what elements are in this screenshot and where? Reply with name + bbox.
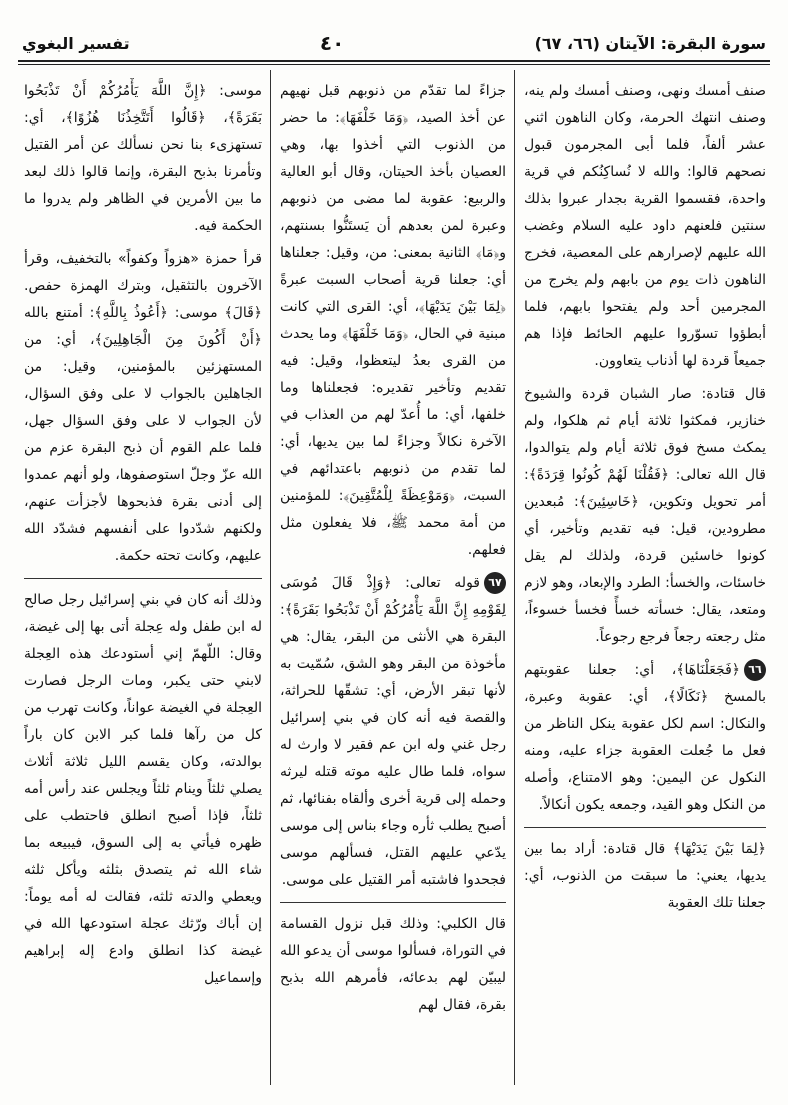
column-left (24, 78, 262, 1088)
paragraph: ﴿لِمَا بَيْنَ يَدَيْهَا﴾ قال قتادة: أراد بما بين يديها، يعني: ما سبقت من الذنوب، أي: جعلنا تلك العقوبة (524, 841, 766, 911)
column-divider (514, 70, 515, 1085)
paragraph (280, 570, 506, 894)
verse-number-badge: ٦٦ (744, 659, 766, 681)
paragraph (524, 657, 766, 819)
book-title: تفسير البغوي (22, 33, 130, 53)
paragraph: قال الكلبي: وذلك قبل نزول القسامة في التوراة، فسألوا موسى أن يدعو الله ليبيّن لهم بدعائه، فأمرهم الله بذبح بقرة، فقال لهم (280, 916, 506, 1013)
column-divider (270, 70, 271, 1085)
header-rule-thin (18, 64, 770, 65)
header-rule (18, 60, 770, 62)
paragraph: وذلك أنه كان في بني إسرائيل رجل صالح له ابن طفل وله عِجلة أتى بها إلى غيضة، وقال: اللّهمّ إني أستودعك هذه العِجلة لابني حتى يكبر، ومات الرجل فصارت العِجلة في الغيضة عواناً، وكانت تهرب من كل من رآها فلما كبر الابن كان باراً بوالدته، وكان يقسم الليل ثلاثة أثلاث يصلي ثلثاً وينام ثلثاً ويجلس عند رأس أمه ثلثاً، فإذا أصبح انطلق فاحتطب على ظهره فيأتي به إلى السوق، فيبيعه بما شاء الله ثم يتصدق بثلثه ويأكل ثلثه ويعطي والدته ثلثه، فقالت له أمه يوماً: إن أباك ورّثك عجلة استودعها الله في غيضة كذا انطلق وادع إله إبراهيم وإسماعيل (24, 592, 262, 986)
paragraph-text: ﴿فَجَعَلْنَاهَا﴾، أي: جعلنا عقوبتهم بالمسخ ﴿نَكَالًا﴾، أي: عقوبة وعبرة، والنكال: اسم لكل عقوبة ينكل الناظر من فعل ما جُعلت العقوبة جزاء عليه، ومنه النكول عن اليمين: وهو الامتناع، وأصله من النكل وهو القيد، وجمعه يكون أنكالاً. (524, 662, 766, 813)
page-header (22, 26, 766, 60)
column-right (524, 78, 766, 1088)
paragraph: جزاءً لما تقدّم من ذنوبهم قبل نهيهم عن أخذ الصيد، ﴿وَمَا خَلْفَهَا﴾: ما حضر من الذنوب التي أخذوا بها، وهي العصيان بأخذ الحيتان، وقال أبو العالية والربيع: عقوبة لما مضى من ذنوبهم وعبرة لمن بعدهم أن يَستَنُّوا بسنتهم، و﴿مَا﴾ الثانية بمعنى: من، وقيل: جعلناها أي: جعلنا قرية أصحاب السبت عبرةً ﴿لِمَا بَيْنَ يَدَيْهَا﴾، أي: القرى التي كانت مبنية في الحال، ﴿وَمَا خَلْفَهَا﴾ وما يحدث من القرى بعدُ ليتعظوا، وقيل: فيه تقديم وتأخير تقديره: فجعلناها وما خلفها، أي: ما أُعدّ لهم من العذاب في الآخرة نكالاً وجزاءً لما بين يديها، أي: لما تقدم من ذنوبهم باعتدائهم في السبت، ﴿وَمَوْعِظَةً لِلْمُتَّقِينَ﴾: للمؤمنين من أمة محمد ﷺ، فلا يفعلون مثل فعلهم. (280, 83, 506, 558)
paragraph: صنف أمسك ونهى، وصنف أمسك ولم ينه، وصنف انتهك الحرمة، وكان الناهون اثني عشر ألفاً، فلما أبى المجرمون قبول نصحهم قالوا: والله لا نُساكِنُكم في قرية واحدة، فقسموا القرية بجدار عبروا بذلك سنتين فلعنهم داود عليه السلام وغضب الله عليهم لإصرارهم على المعصية، فخرج الناهون ذات يوم من بابهم ولم يخرج من المجرمين أحد ولم يفتحوا بابهم، فلما أبطؤوا تسوّروا عليهم الحائط فإذا هم جميعاً قردة لها أذناب يتعاوون. (524, 83, 766, 369)
section-divider (524, 827, 766, 828)
paragraph: قرأ حمزة «هزواً وكفواً» بالتخفيف، وقرأ الآخرون بالتثقيل، وبترك الهمزة حفص. ﴿قَالَ﴾ موسى: ﴿أَعُوذُ بِاللَّهِ﴾: أمتنع بالله ﴿أَنْ أَكُونَ مِنَ الْجَاهِلِينَ﴾، أي: من المستهزئين بالمؤمنين، وقيل: من الجاهلين بالجواب لا على وفق السؤال، لأن الجواب لا على وفق السؤال جهل، فلما علم القوم أن ذبح البقرة عزم من الله عزّ وجلّ استوصفوها، ولو أنهم عمدوا إلى أدنى بقرة فذبحوها لأجزأت عنهم، ولكنهم شدّدوا على أنفسهم فشدّد الله عليهم، وكانت تحته حكمة. (24, 251, 262, 564)
paragraph: موسى: ﴿إِنَّ اللَّهَ يَأْمُرُكُمْ أَنْ تَذْبَحُوا بَقَرَةً﴾، ﴿قَالُوا أَتَتَّخِذُنَا هُزُوًا﴾، أي: تستهزىء بنا نحن نسألك عن أمر القتيل وتأمرنا بذبح البقرة، وإنما قالوا ذلك لبعد ما بين الأمرين في الظاهر ولم يدروا ما الحكمة فيه. (24, 83, 262, 234)
section-divider (280, 902, 506, 903)
column-middle (280, 78, 506, 1088)
section-divider (24, 578, 262, 579)
paragraph: قال قتادة: صار الشبان قردة والشيوخ خنازير، فمكثوا ثلاثة أيام ثم هلكوا، ولم يمكث مسخ فوق ثلاثة أيام ولم يتوالدوا، قال الله تعالى: ﴿فَقُلْنَا لَهُمْ كُونُوا قِرَدَةً﴾: أمر تحويل وتكوين، ﴿خَاسِئِينَ﴾: مُبعدين مطرودين، قيل: فيه تقديم وتأخير، أي كونوا خاسئين قردة، ولذلك لم يقل خاسئات، والخسأ: الطرد والإبعاد، وهو لازم ومتعد، يقال: خسأته خسأً فخسأ خسوءاً، مثل رجعته رجعاً فرجع رجوعاً. (524, 386, 766, 645)
verse-number-badge: ٦٧ (484, 572, 506, 594)
page-number: ٤٠ (319, 31, 345, 55)
paragraph-text: قوله تعالى: ﴿وَإِذْ قَالَ مُوسَى لِقَوْمِهِ إِنَّ اللَّهَ يَأْمُرُكُمْ أَنْ تَذْبَحُوا بَقَرَةً﴾: البقرة هي الأنثى من البقر، يقال: هي مأخوذة من البقر وهو الشق، سُمّيت به لأنها تبقر الأرض، أي: تشقّها للحراثة، والقصة فيه أنه كان في بني إسرائيل رجل غني وله ابن عم فقير لا وارث له سواه، فلما طال عليه موته قتله ليرثه وحمله إلى قرية أخرى وألقاه بفنائها، ثم أصبح يطلب ثأره وجاء بناس إلى موسى يدّعي عليهم القتل، فسألهم موسى فجحدوا فاشتبه أمر القتيل على موسى. (280, 575, 506, 888)
surah-title: سورة البقرة: الآيتان (٦٦، ٦٧) (534, 33, 766, 53)
